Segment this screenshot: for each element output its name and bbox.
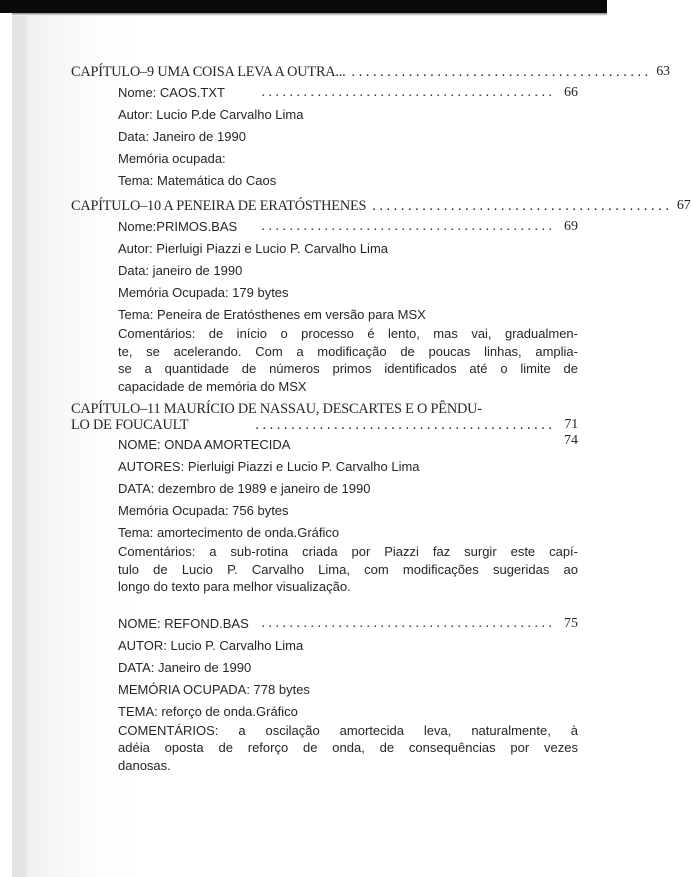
- dot-leader: . . . . . . . . . . . . . . . . . . . . . . . . . . . . . . . . . . . . . . . . . .: [261, 85, 552, 100]
- chapter-heading: [71, 64, 670, 80]
- page-number: 66: [564, 85, 578, 100]
- program-author: AUTORES: Pierluigi Piazzi e Lucio P. Carvalho Lima: [118, 459, 420, 474]
- program-comments: Comentários: a sub-rotina criada por Piazzi faz surgir este capí- tulo de Lucio P. Carvalho Lima, com modificações sugeridas ao longo do texto para melhor visualização.: [118, 544, 578, 594]
- dot-leader: . . . . . . . . . . . . . . . . . . . . . . . . . . . . . . . . . . . . . . . . . .: [372, 198, 669, 214]
- program-theme: Tema: Peneira de Eratósthenes em versão para MSX: [118, 307, 426, 322]
- page-number: 75: [564, 615, 578, 631]
- program-name: Nome: CAOS.TXT . . . . . . . . . . . . . . . . . . . . . . . . . . . . . . . . . . . . . . . . . . 66: [118, 85, 578, 107]
- dot-leader: . . . . . . . . . . . . . . . . . . . . . . . . . . . . . . . . . . . . . . . . . .: [255, 417, 552, 433]
- scan-right-margin: [607, 0, 621, 877]
- program-theme: TEMA: reforço de onda.Gráfico: [118, 703, 298, 719]
- program-date: Data: janeiro de 1990: [118, 263, 243, 278]
- program-comments: COMENTÁRIOS: a oscilação amortecida leva, naturalmente, à adéia oposta de reforço de onda, de consequências por vezes danosas.: [118, 722, 578, 773]
- dot-leader: . . . . . . . . . . . . . . . . . . . . . . . . . . . . . . . . . . . . . . . . . .: [261, 219, 552, 234]
- program-author: AUTOR: Lucio P. Carvalho Lima: [118, 637, 304, 653]
- chapter-title-continued: LO DE FOUCAULT: [71, 417, 189, 433]
- chapter-title: CAPÍTULO–9 UMA COISA LEVA A OUTRA...: [71, 64, 346, 80]
- program-comments: Comentários: de início o processo é lento, mas vai, gradualmen- te, se acelerando. Com a modificação de poucas linhas, amplia- se a quantidade de números primos identificados até o limite de capacidade de memória do MSX: [118, 326, 578, 394]
- program-author: Autor: Pierluigi Piazzi e Lucio P. Carvalho Lima: [118, 241, 389, 256]
- program-date: DATA: dezembro de 1989 e janeiro de 1990: [118, 481, 371, 496]
- page-number: 74: [564, 433, 578, 448]
- scan-left-margin: [0, 13, 12, 877]
- program-theme: Tema: Matemática do Caos: [118, 173, 277, 188]
- page-number: 69: [564, 219, 578, 234]
- program-date: DATA: Janeiro de 1990: [118, 659, 252, 675]
- dot-leader: . . . . . . . . . . . . . . . . . . . . . . . . . . . . . . . . . . . . . . . . . .: [351, 64, 649, 80]
- chapter-heading: [71, 198, 691, 214]
- table-of-contents: [71, 64, 691, 780]
- program-author: Autor: Lucio P.de Carvalho Lima: [118, 107, 304, 122]
- program-memory: MEMÓRIA OCUPADA: 778 bytes: [118, 681, 310, 697]
- program-date: Data: Janeiro de 1990: [118, 129, 246, 144]
- program-name: NOME: ONDA AMORTECIDA 74: [118, 437, 578, 459]
- program-name: NOME: REFOND.BAS . . . . . . . . . . . . . . . . . . . . . . . . . . . . . . . . . . . . . . . . . . 75: [118, 616, 578, 638]
- chapter-title: CAPÍTULO–10 A PENEIRA DE ERATÓSTHENES: [71, 198, 367, 214]
- dot-leader: . . . . . . . . . . . . . . . . . . . . . . . . . . . . . . . . . . . . . . . . . .: [261, 615, 552, 631]
- program-theme: Tema: amortecimento de onda.Gráfico: [118, 525, 340, 540]
- chapter-title: CAPÍTULO–11 MAURÍCIO DE NASSAU, DESCARTES E O PÊNDU-: [71, 401, 482, 417]
- program-name: Nome:PRIMOS.BAS . . . . . . . . . . . . . . . . . . . . . . . . . . . . . . . . . . . . . . . . . . 69: [118, 219, 578, 241]
- scan-edge-shadow: [0, 13, 607, 16]
- chapter-heading: [71, 401, 578, 433]
- program-memory: Memória ocupada:: [118, 151, 226, 166]
- program-memory: Memória Ocupada: 179 bytes: [118, 285, 289, 300]
- page-number: 67: [676, 198, 691, 213]
- page-number: 63: [656, 64, 670, 79]
- program-memory: Memória Ocupada: 756 bytes: [118, 503, 289, 518]
- page-number: 71: [564, 417, 578, 432]
- scan-top-edge: [0, 0, 607, 13]
